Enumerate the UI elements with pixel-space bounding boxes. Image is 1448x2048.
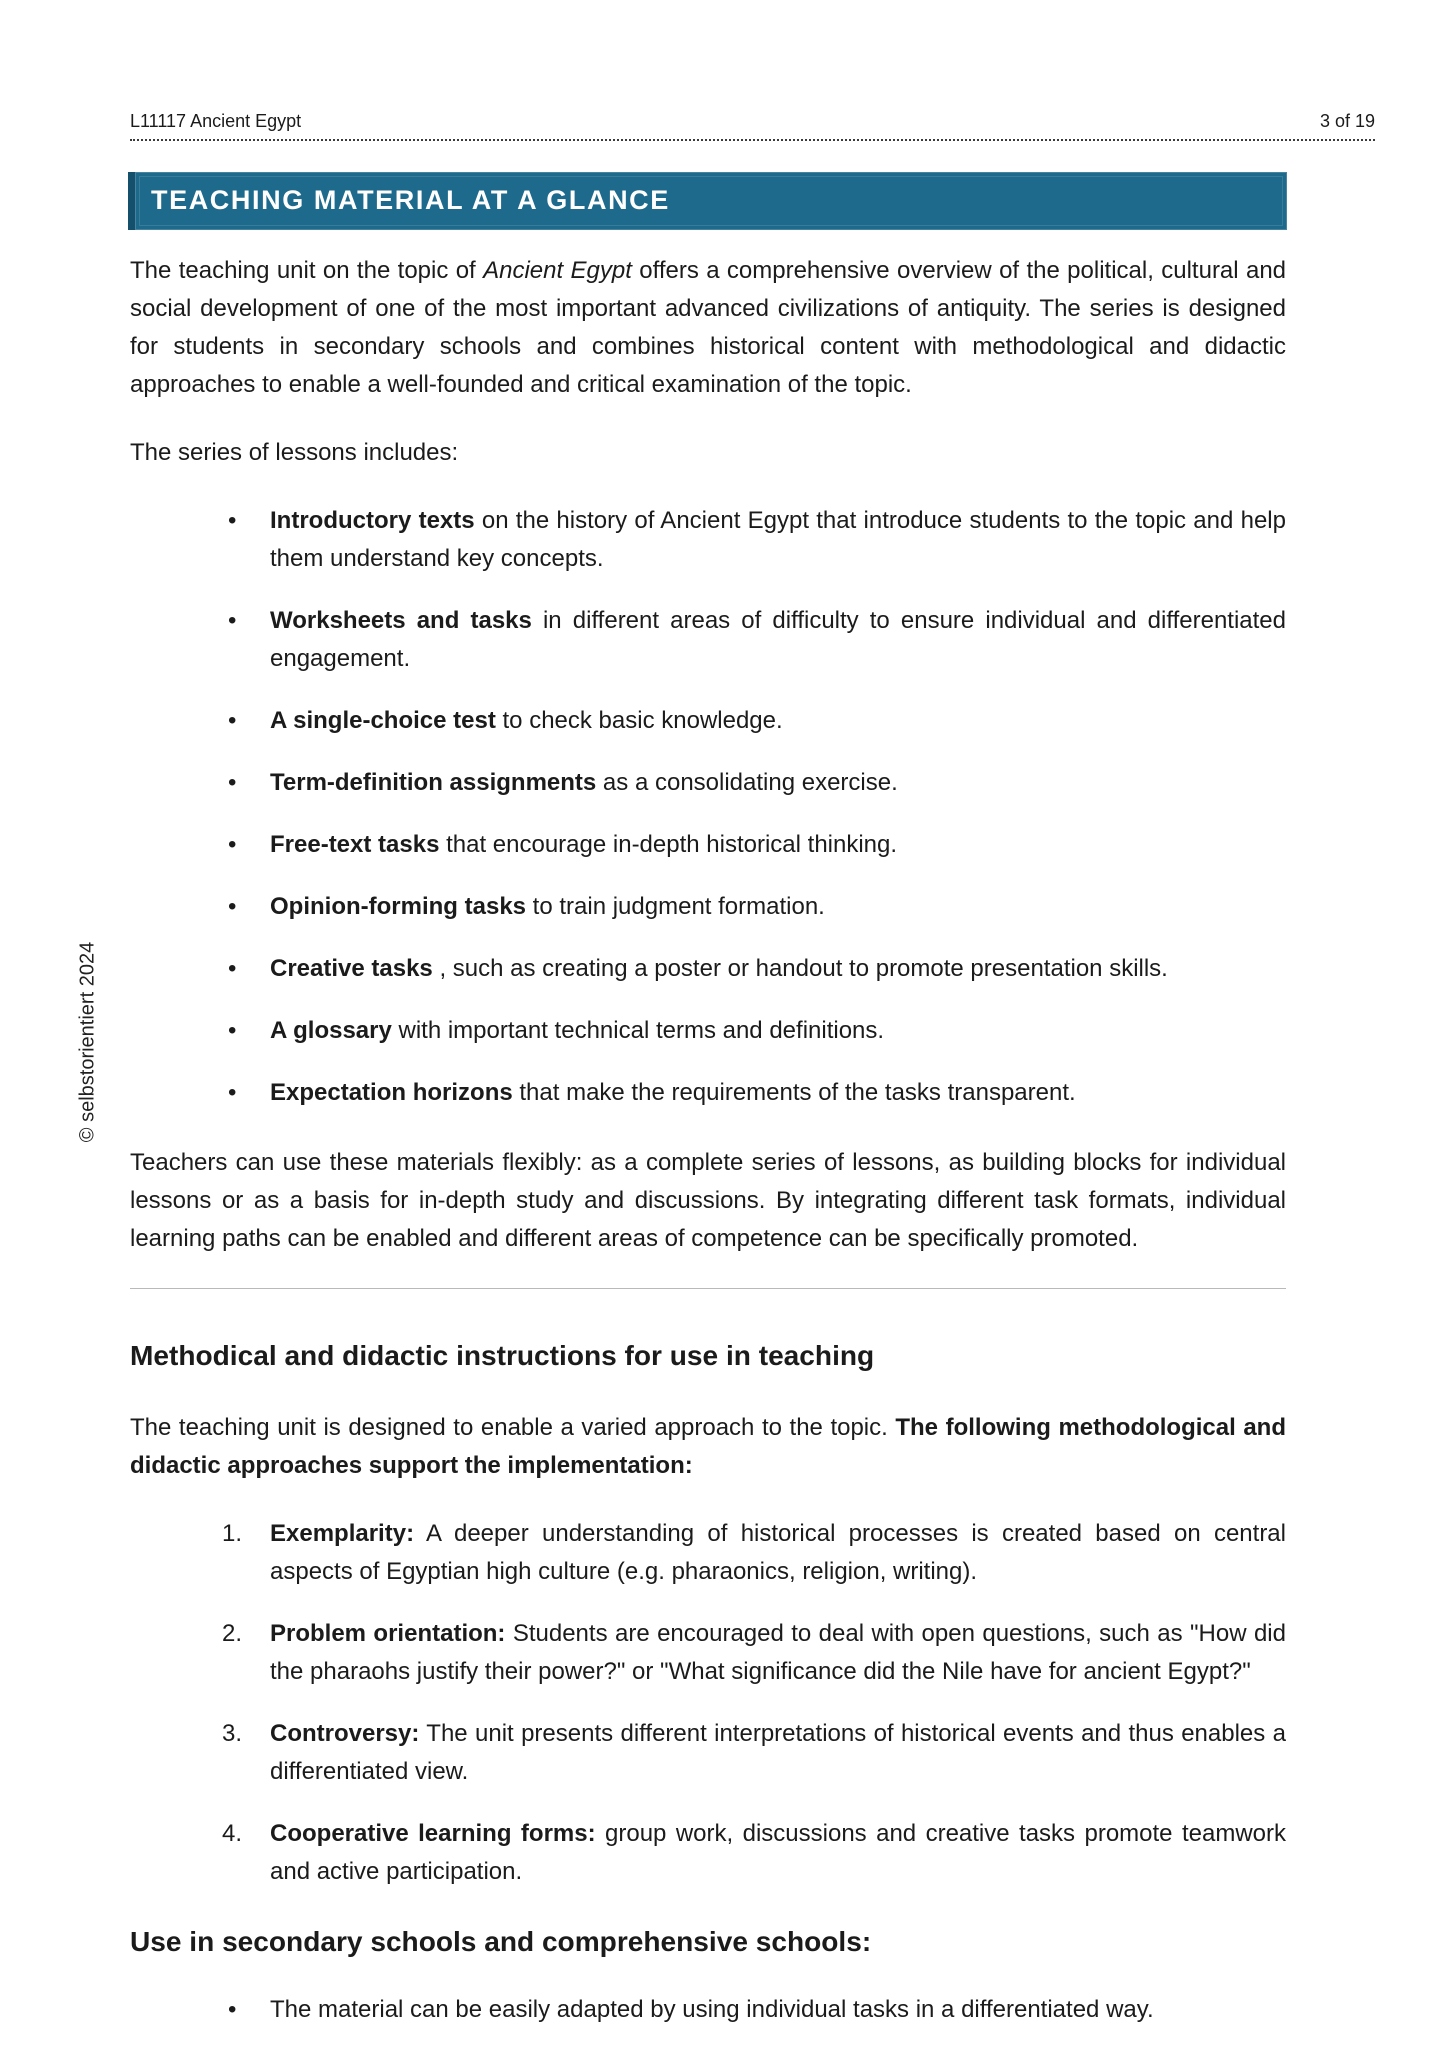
list-item xyxy=(130,602,1286,678)
item-bold-lead: Problem orientation: xyxy=(270,1620,506,1647)
bullet-bold-lead: Term-definition assignments xyxy=(270,769,597,796)
methods-heading: Methodical and didactic instructions for use in teaching xyxy=(130,1340,875,1371)
bullet-text: on the history of Ancient Egypt that introduce students to the topic and help them understand key concepts. xyxy=(270,507,1286,572)
usage-bullet-list xyxy=(130,1991,1286,2029)
intro-text-italic: Ancient Egypt xyxy=(483,257,632,284)
item-bold-lead: Controversy: xyxy=(270,1720,420,1747)
intro-text-after: offers a comprehensive overview of the political, cultural and social development of one of the most important advanced civilizations of antiquity. The series is designed for students in secondary schools and combines historical content with methodological and didactic approaches to enable a well-founded and critical examination of the topic. xyxy=(130,257,1287,398)
page-title: TEACHING MATERIAL AT A GLANCE xyxy=(151,185,670,215)
list-item xyxy=(130,1012,1286,1050)
list-item xyxy=(130,888,1286,926)
list-number: 3. xyxy=(222,1720,243,1747)
list-item xyxy=(130,764,1286,802)
list-item xyxy=(130,950,1286,988)
item-bold-lead: Exemplarity: xyxy=(270,1520,415,1547)
bullet-text: that encourage in-depth historical thinking. xyxy=(439,831,898,858)
bullet-text: to check basic knowledge. xyxy=(495,707,783,734)
bullet-bold-lead: A glossary xyxy=(270,1017,392,1044)
bullet-text: in different areas of difficulty to ensure individual and differentiated engagement. xyxy=(270,607,1287,672)
closing-paragraph: Teachers can use these materials flexibly: as a complete series of lessons, as building blocks for individual lessons or as a basis for in-depth study and discussions. By integrating different task formats, individual learning paths can be enabled and different areas of competence can be specifically promoted. xyxy=(130,1149,1286,1252)
item-text: Students are encouraged to deal with open questions, such as "How did the pharaohs justify their power?" or "What significance did the Nile have for ancient Egypt?" xyxy=(270,1620,1286,1685)
bullet-bold-lead: Introductory texts xyxy=(270,507,475,534)
bullet-text: , such as creating a poster or handout to promote presentation skills. xyxy=(432,955,1168,982)
bullet-text: to train judgment formation. xyxy=(526,893,825,920)
intro-text-before: The teaching unit on the topic of xyxy=(130,257,484,284)
bullet-text: The material can be easily adapted by using individual tasks in a differentiated way. xyxy=(270,1996,1154,2023)
list-item xyxy=(130,826,1286,864)
bullet-text: that make the requirements of the tasks transparent. xyxy=(512,1079,1076,1106)
list-item xyxy=(130,1074,1286,1112)
item-text: group work, discussions and creative tasks promote teamwork and active participation. xyxy=(270,1820,1286,1885)
intro-paragraph xyxy=(130,252,1286,404)
copyright-sidebar: © selbstorientiert 2024 xyxy=(76,941,99,1143)
list-item xyxy=(130,1991,1286,2029)
methods-paragraph xyxy=(130,1409,1286,1485)
main-content xyxy=(130,252,1286,2048)
doc-code: L11117 Ancient Egypt xyxy=(130,111,302,131)
bullet-bold-lead: Worksheets and tasks xyxy=(270,607,532,634)
bullet-bold-lead: Expectation horizons xyxy=(270,1079,513,1106)
bullet-bold-lead: Opinion-forming tasks xyxy=(270,893,527,920)
methods-numbered-list xyxy=(130,1515,1286,1891)
list-number: 4. xyxy=(222,1820,243,1847)
title-banner xyxy=(128,172,1287,230)
bullet-text: with important technical terms and definitions. xyxy=(391,1017,885,1044)
list-item xyxy=(130,502,1286,578)
bullet-bold-lead: A single-choice test xyxy=(270,707,496,734)
list-item xyxy=(130,1615,1286,1691)
list-item xyxy=(130,1715,1286,1791)
item-bold-lead: Cooperative learning forms: xyxy=(270,1820,596,1847)
series-lead: The series of lessons includes: xyxy=(130,439,459,466)
bullet-bold-lead: Free-text tasks xyxy=(270,831,440,858)
list-item xyxy=(130,702,1286,740)
materials-bullet-list xyxy=(130,502,1286,1112)
methods-text-normal: The teaching unit is designed to enable a varied approach to the topic. xyxy=(130,1414,896,1441)
list-number: 1. xyxy=(222,1520,243,1547)
list-item xyxy=(130,1515,1286,1591)
item-text: The unit presents different interpretations of historical events and thus enables a differentiated view. xyxy=(270,1720,1286,1785)
section-divider xyxy=(130,1288,1286,1289)
list-number: 2. xyxy=(222,1620,243,1647)
usage-heading: Use in secondary schools and comprehensive schools: xyxy=(130,1926,872,1957)
bullet-bold-lead: Creative tasks xyxy=(270,955,433,982)
bullet-text: as a consolidating exercise. xyxy=(596,769,898,796)
list-item xyxy=(130,1815,1286,1891)
item-text: A deeper understanding of historical processes is created based on central aspects of Egyptian high culture (e.g. pharaonics, religion, writing). xyxy=(270,1520,1286,1585)
page-number: 3 of 19 xyxy=(1319,111,1375,131)
page-header xyxy=(130,110,1375,141)
methods-text-bold: The following methodological and didactic approaches support the implementation: xyxy=(130,1414,1287,1479)
